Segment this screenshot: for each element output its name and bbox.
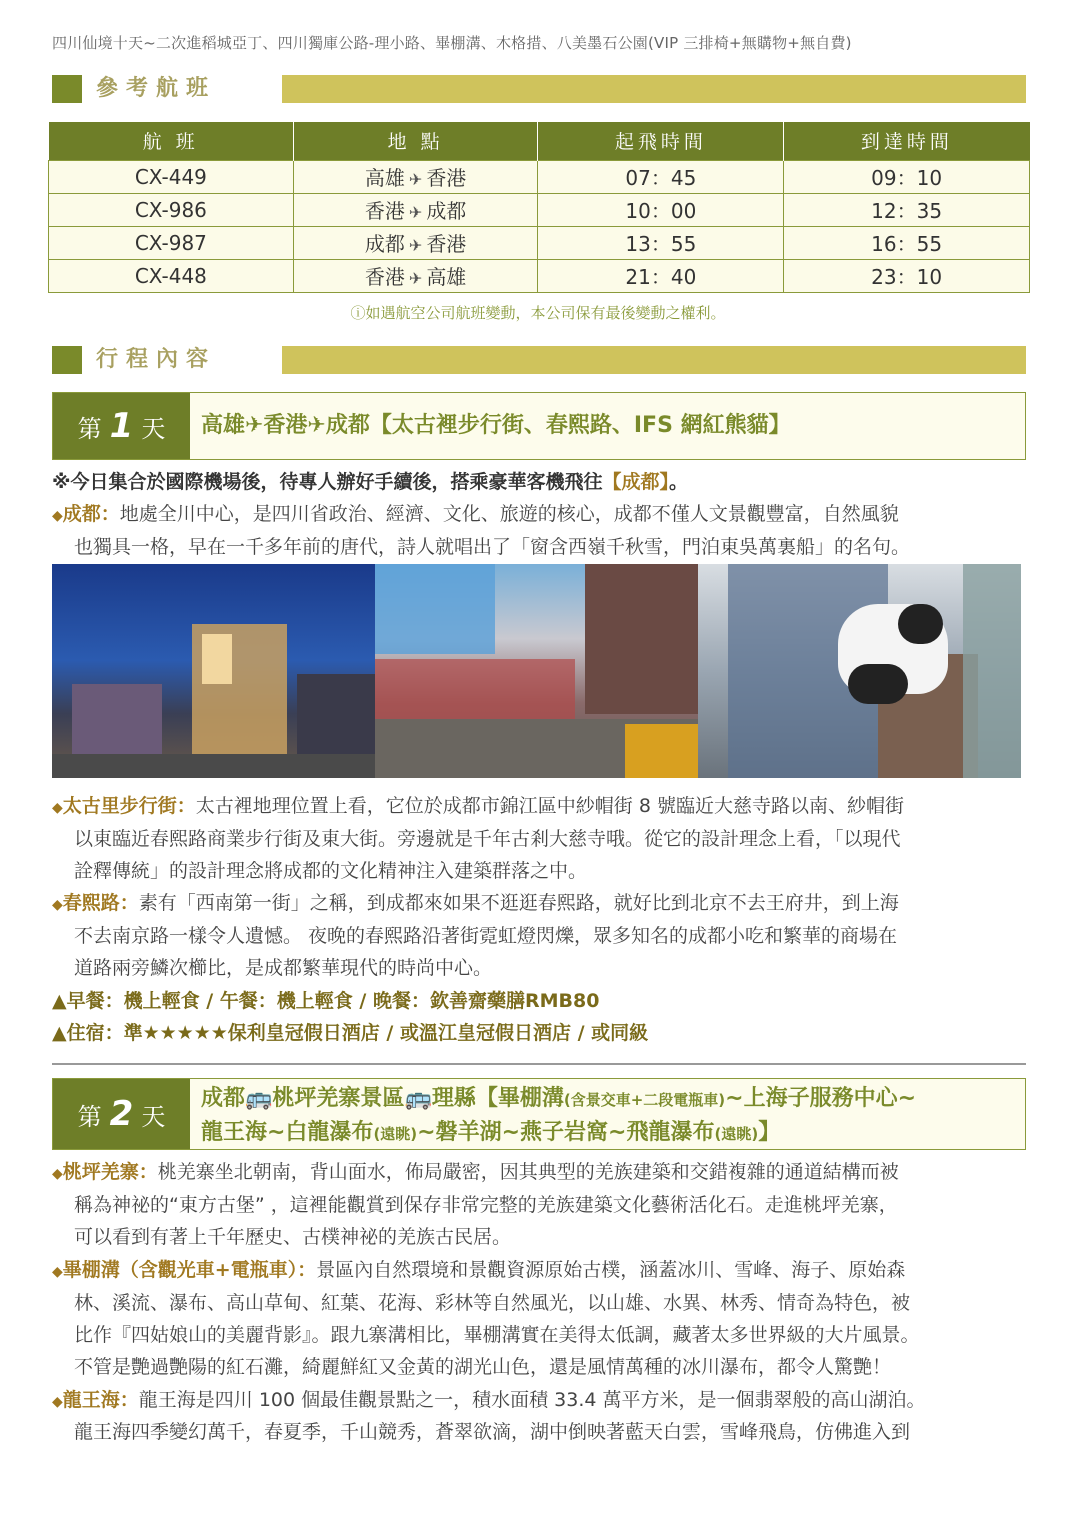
departure-cell: 21：40 [538, 259, 784, 292]
para-label: 龍王海： [62, 1389, 139, 1411]
arrival-cell: 12：35 [784, 193, 1030, 226]
diamond-bullet-icon: ◆ [52, 897, 63, 913]
arrival-cell: 16：55 [784, 226, 1030, 259]
column-header: 到達時間 [784, 122, 1030, 160]
day-2-header [52, 1078, 1026, 1150]
day-title: 高雄✈香港✈成都【太古裡步行街、春熙路、IFS 網紅熊貓】 [201, 413, 791, 438]
day-title-line-1: 成都🚌桃坪羌寨景區🚌理縣【畢棚溝(含景交車+二段電瓶車)~上海子服務中心~ [201, 1086, 917, 1111]
arrival-cell: 09：10 [784, 160, 1030, 193]
section-marker [52, 75, 82, 103]
diamond-bullet-icon: ◆ [52, 1394, 63, 1410]
intro-text: ※今日集合於國際機場後，待專人辦好手續後，搭乘豪華客機飛往 [52, 471, 603, 493]
ifs-panda-photo [698, 564, 1021, 778]
day-prefix: 第 [77, 414, 102, 443]
para-label: 成都： [62, 503, 120, 525]
day-suffix: 天 [141, 1102, 166, 1131]
arrival-cell: 23：10 [784, 259, 1030, 292]
table-row [49, 259, 1030, 292]
destination-highlight: 【成都】 [602, 471, 669, 493]
day1-intro [52, 467, 688, 494]
day1-meals: ▲早餐：機上輕食 / 午餐：機上輕食 / 晚餐：欽善齋藥膳RMB80 [52, 990, 600, 1012]
column-header: 地 點 [293, 122, 538, 160]
section-header-flights [52, 75, 1026, 103]
bus-icon: 🚌 [245, 1086, 273, 1111]
diamond-bullet-icon: ◆ [52, 1166, 63, 1182]
diamond-bullet-icon: ◆ [52, 508, 63, 524]
bipeng-para-cont: 不管是艷過艷陽的紅石灘，綺麗鮮紅又金黃的湖光山色，還是風情萬種的冰川瀑布，都令人驚艷！ [74, 1356, 892, 1378]
longwang-para-cont: 龍王海四季變幻萬千，春夏季，千山競秀，蒼翠欲滴，湖中倒映著藍天白雲，雪峰飛鳥，仿佛進入到 [74, 1421, 911, 1443]
airplane-icon: ✈ [408, 203, 423, 222]
bus-icon: 🚌 [404, 1086, 432, 1111]
diamond-bullet-icon: ◆ [52, 800, 63, 816]
day-1-header [52, 392, 1026, 460]
day1-hotel: ▲住宿：準★★★★★保利皇冠假日酒店 / 或溫江皇冠假日酒店 / 或同級 [52, 1022, 649, 1044]
para-text: 景區內自然環境和景觀資源原始古樸，涵蓋冰川、雪峰、海子、原始森 [316, 1259, 906, 1281]
chunxi-road-photo [375, 564, 698, 778]
day-badge [53, 393, 190, 459]
para-text: 太古裡地理位置上看，它位於成都市錦江區中紗帽街 8 號臨近大慈寺路以南、紗帽街 [195, 795, 904, 817]
bipeng-para-cont: 比作『四姑娘山的美麗背影』。跟九寨溝相比，畢棚溝實在美得太低調，藏著太多世界級的大片風景。 [74, 1324, 920, 1346]
airplane-icon: ✈ [408, 269, 423, 288]
flight-number-cell: CX-986 [49, 193, 294, 226]
para-label: 春熙路： [62, 892, 139, 914]
table-row [49, 193, 1030, 226]
flight-number-cell: CX-987 [49, 226, 294, 259]
para-text: 素有「西南第一街」之稱，到成都來如果不逛逛春熙路，就好比到北京不去王府井，到上海 [138, 892, 899, 914]
route-cell: 成都 ✈ 香港 [293, 226, 538, 259]
intro-end: 。 [669, 471, 689, 493]
document-title: 四川仙境十天~二次進稻城亞丁、四川獨庫公路-理小路、畢棚溝、木格措、八美墨石公園(VIP 三排椅+無購物+無自費) [52, 34, 852, 52]
chunxi-para [52, 888, 899, 915]
chengdu-para [52, 499, 899, 526]
flight-number-cell: CX-448 [49, 259, 294, 292]
taikoo-para-cont: 詮釋傳統」的設計理念將成都的文化精神注入建築群落之中。 [74, 860, 588, 882]
chunxi-para-cont: 不去南京路一樣令人遺憾。 夜晚的春熙路沿著街霓虹燈閃爍，眾多知名的成都小吃和繁華的商場在 [74, 925, 898, 947]
para-label: 太古里步行街： [62, 795, 196, 817]
para-label: 畢棚溝（含觀光車+電瓶車）： [62, 1259, 317, 1281]
airplane-icon: ✈ [408, 170, 423, 189]
taoping-para [52, 1157, 899, 1184]
flight-number-cell: CX-449 [49, 160, 294, 193]
day-number: 2 [109, 1094, 134, 1134]
section-title: 行程內容 [82, 346, 282, 374]
airplane-icon: ✈ [408, 236, 423, 255]
para-text: 龍王海是四川 100 個最佳觀景點之一，積水面積 33.4 萬平方米，是一個翡翠般的高山湖泊。 [138, 1389, 926, 1411]
departure-cell: 13：55 [538, 226, 784, 259]
table-row [49, 226, 1030, 259]
day-title-line-2: 龍王海~白龍瀑布(遠眺)~磐羊湖~燕子岩窩~飛龍瀑布(遠眺)】 [201, 1120, 781, 1145]
column-header: 起飛時間 [538, 122, 784, 160]
route-cell: 香港 ✈ 高雄 [293, 259, 538, 292]
section-header-itinerary [52, 346, 1026, 374]
section-marker [52, 346, 82, 374]
diamond-bullet-icon: ◆ [52, 1264, 63, 1280]
day-badge [53, 1079, 190, 1149]
flights-table [48, 122, 1030, 293]
longwang-para [52, 1385, 926, 1412]
photo-strip [52, 564, 1022, 778]
bipeng-para-cont: 林、溪流、瀑布、高山草甸、紅葉、花海、彩林等自然風光，以山雄、水異、林秀、情奇為特色，被 [74, 1292, 911, 1314]
para-text: 桃羌寨坐北朝南，背山面水，佈局嚴密，因其典型的羌族建築和交錯複雜的通道結構而被 [157, 1161, 899, 1183]
day-prefix: 第 [77, 1102, 102, 1131]
departure-cell: 07：45 [538, 160, 784, 193]
table-header-row [49, 122, 1030, 160]
route-cell: 香港 ✈ 成都 [293, 193, 538, 226]
column-header: 航 班 [49, 122, 294, 160]
para-label: 桃坪羌寨： [62, 1161, 158, 1183]
day-number: 1 [109, 406, 134, 446]
taikoo-para [52, 791, 904, 818]
section-title: 參考航班 [82, 75, 282, 103]
para-text: 地處全川中心，是四川省政治、經濟、文化、旅遊的核心，成都不僅人文景觀豐富，自然風貌 [119, 503, 899, 525]
day-suffix: 天 [141, 414, 166, 443]
taikoo-para-cont: 以東臨近春熙路商業步行街及東大街。旁邊就是千年古剎大慈寺哦。從它的設計理念上看，「以現代 [74, 828, 901, 850]
taikoo-li-photo [52, 564, 375, 778]
day-divider [52, 1063, 1026, 1065]
taoping-para-cont: 可以看到有著上千年歷史、古樸神祕的羌族古民居。 [74, 1226, 512, 1248]
departure-cell: 10：00 [538, 193, 784, 226]
taoping-para-cont: 稱為神祕的“東方古堡” ，這裡能觀賞到保存非常完整的羌族建築文化藝術活化石。走進桃坪羌寨， [74, 1194, 898, 1216]
table-row [49, 160, 1030, 193]
chunxi-para-cont: 道路兩旁鱗次櫛比，是成都繁華現代的時尚中心。 [74, 957, 493, 979]
route-cell: 高雄 ✈ 香港 [293, 160, 538, 193]
chengdu-para-cont: 也獨具一格，早在一千多年前的唐代，詩人就唱出了「窗含西嶺千秋雪，門泊東吳萬裏船」的名句。 [74, 536, 911, 558]
bipeng-para [52, 1255, 905, 1282]
flight-change-note: ⓘ如遇航空公司航班變動，本公司保有最後變動之權利。 [350, 304, 726, 322]
